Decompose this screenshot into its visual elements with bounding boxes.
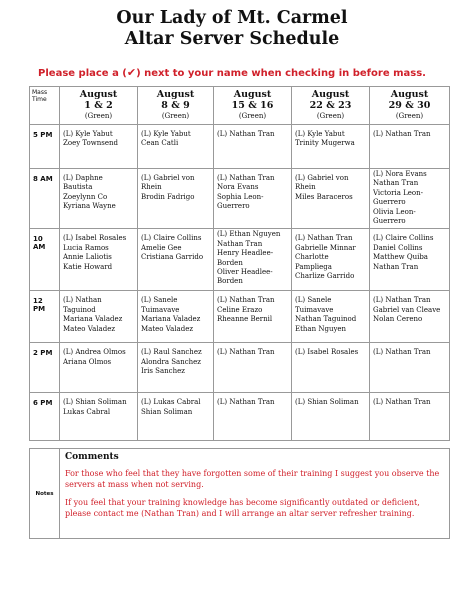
column-month: August — [233, 89, 272, 100]
server-name: (L) Gabriel von — [295, 174, 349, 182]
header-row — [30, 87, 450, 125]
server-name: Victoria Leon- — [373, 188, 423, 197]
server-name: (L) Ethan Nguyen — [217, 230, 281, 239]
server-name: Nathan Tran — [373, 179, 419, 188]
server-name: Charlize Garrido — [295, 272, 355, 281]
server-name: Katie Howard — [63, 262, 113, 271]
server-name: (L) Claire Collins — [373, 234, 434, 243]
mass-time: 8 AM — [30, 169, 60, 229]
server-cell — [214, 169, 292, 229]
server-name: Oliver Headlee- — [217, 268, 273, 277]
check-in-instruction — [0, 66, 464, 79]
comments-heading: Comments — [65, 452, 119, 462]
server-name: Mariana Valadez — [63, 315, 123, 324]
mass-time: 5 PM — [30, 125, 60, 169]
server-name: (L) Nathan Tran — [217, 174, 275, 182]
server-cell — [292, 343, 370, 393]
server-name: Nathan Tran — [217, 239, 263, 248]
server-name: Trinity Mugerwa — [295, 139, 355, 148]
server-name: (L) Shian Soliman — [295, 398, 359, 407]
server-name: (L) Claire Collins — [141, 234, 202, 243]
server-cell — [370, 291, 450, 343]
column-color: (Green) — [238, 112, 267, 120]
server-name: (L) Nathan — [63, 296, 102, 305]
mass-time-header: Mass Time — [30, 87, 60, 125]
date-column-header — [292, 87, 370, 125]
server-cell — [292, 125, 370, 169]
server-cell — [214, 343, 292, 393]
server-name: Guerrero — [373, 217, 406, 226]
server-name: Gabriel van Cleave — [373, 305, 441, 314]
server-cell — [370, 393, 450, 441]
page-subtitle-title: Altar Server Schedule — [124, 29, 340, 49]
mass-time: 10 AM — [30, 229, 60, 291]
server-name: Mateo Valadez — [141, 324, 194, 333]
server-name: Tuimavave — [141, 305, 180, 314]
schedule-table — [29, 86, 450, 441]
server-name: Borden — [217, 277, 243, 286]
comment-paragraph-2: If you feel that your training knowledge has become significantly outdated or deficient, please contact me (Nathan Tran) and I will arrange an altar server refresher training. — [65, 498, 420, 518]
page-title: Our Lady of Mt. Carmel — [116, 8, 348, 28]
server-name: Nathan Taguinod — [295, 315, 357, 324]
server-name: Ariana Olmos — [63, 357, 112, 366]
column-days: 29 & 30 — [388, 100, 431, 111]
column-days: 8 & 9 — [161, 100, 190, 111]
schedule-row — [30, 229, 450, 291]
server-name: Amelie Gee — [141, 243, 182, 252]
page-header — [0, 8, 464, 50]
server-name: Gabrielle Minnar — [295, 243, 356, 252]
date-column-header — [370, 87, 450, 125]
checkmark-icon: ✔ — [126, 66, 137, 79]
column-month: August — [390, 89, 429, 100]
server-name: Brodin Fadrigo — [141, 192, 195, 201]
server-name: Alondra Sanchez — [141, 357, 201, 366]
server-name: (L) Nathan Tran — [373, 398, 431, 407]
schedule-row — [30, 291, 450, 343]
column-days: 22 & 23 — [309, 100, 352, 111]
server-name: Taguinod — [63, 305, 96, 314]
mass-time: 12 PM — [30, 291, 60, 343]
server-cell — [370, 343, 450, 393]
server-name: (L) Nora Evans — [373, 170, 427, 178]
server-name: Miles Baraceros — [295, 192, 353, 201]
server-name: (L) Nathan Tran — [373, 296, 431, 305]
column-days: 1 & 2 — [84, 100, 113, 111]
server-cell — [138, 125, 214, 169]
server-cell — [370, 125, 450, 169]
server-cell — [214, 125, 292, 169]
server-cell — [60, 393, 138, 441]
server-name: Henry Headlee- — [217, 249, 274, 258]
column-color: (Green) — [395, 112, 424, 120]
server-name: Guerrero — [217, 202, 250, 211]
server-name: (L) Kyle Yabut — [63, 130, 113, 138]
server-name: Lukas Cabral — [63, 407, 111, 416]
server-cell — [292, 393, 370, 441]
server-cell — [138, 169, 214, 229]
column-month: August — [311, 89, 350, 100]
server-cell — [138, 343, 214, 393]
server-name: (L) Andrea Olmos — [63, 348, 126, 357]
server-cell — [370, 169, 450, 229]
notes-label: Notes — [30, 449, 60, 539]
server-name: Annie Laliotis — [63, 253, 112, 262]
comment-paragraph-1: For those who feel that they have forgotten some of their training I suggest you observe the servers at mass when not serving. — [65, 469, 440, 489]
server-name: (L) Nathan Tran — [217, 296, 275, 305]
server-cell — [370, 229, 450, 291]
schedule-body — [30, 125, 450, 441]
server-cell — [292, 169, 370, 229]
server-cell — [60, 125, 138, 169]
server-name: Lucia Ramos — [63, 243, 109, 252]
schedule-row — [30, 125, 450, 169]
server-name: Matthew Quiba — [373, 253, 428, 262]
mass-time: 6 PM — [30, 393, 60, 441]
server-name: (L) Sanele — [295, 296, 332, 305]
server-name: (L) Daphne — [63, 174, 103, 182]
server-name: (L) Nathan Tran — [217, 348, 275, 357]
server-name: Celine Erazo — [217, 305, 263, 314]
server-cell — [138, 229, 214, 291]
server-name: Zoey Townsend — [63, 139, 118, 148]
column-month: August — [156, 89, 195, 100]
schedule-row — [30, 393, 450, 441]
server-name: Rhein — [295, 183, 316, 192]
server-name: Rheanne Bernil — [217, 315, 273, 324]
server-name: Charlotte — [295, 253, 329, 262]
server-name: Nathan Tran — [373, 262, 419, 271]
notes-table — [29, 448, 450, 539]
instruction-after: ) next to your name when checking in before mass. — [136, 68, 426, 79]
server-name: Mateo Valadez — [63, 324, 116, 333]
server-name: (L) Kyle Yabut — [295, 130, 345, 138]
server-name: Pampliega — [295, 262, 332, 271]
mass-time: 2 PM — [30, 343, 60, 393]
server-name: Olivia Leon- — [373, 207, 416, 216]
server-name: Mariana Valadez — [141, 315, 201, 324]
server-cell — [60, 229, 138, 291]
server-cell — [138, 291, 214, 343]
server-cell — [214, 229, 292, 291]
server-cell — [60, 169, 138, 229]
server-name: Sophia Leon- — [217, 192, 264, 201]
instruction-before: Please place a ( — [38, 68, 127, 79]
server-name: Kyriana Wayne — [63, 202, 116, 211]
server-cell — [60, 343, 138, 393]
server-name: (L) Lukas Cabral — [141, 398, 201, 407]
server-name: Iris Sanchez — [141, 367, 185, 376]
server-name: (L) Gabriel von — [141, 174, 195, 182]
server-name: (L) Kyle Yabut — [141, 130, 191, 138]
server-name: Zoeylynn Co — [63, 192, 108, 201]
server-name: Bautista — [63, 183, 93, 192]
server-name: (L) Nathan Tran — [217, 130, 275, 138]
date-column-header — [214, 87, 292, 125]
date-column-header — [60, 87, 138, 125]
server-cell — [292, 229, 370, 291]
schedule-row — [30, 169, 450, 229]
server-cell — [60, 291, 138, 343]
server-name: Cean Catli — [141, 139, 179, 148]
server-name: (L) Sanele — [141, 296, 178, 305]
server-name: Shian Soliman — [141, 407, 193, 416]
server-cell — [214, 291, 292, 343]
column-color: (Green) — [161, 112, 190, 120]
server-name: Nolan Cereno — [373, 315, 423, 324]
server-cell — [214, 393, 292, 441]
server-name: Nora Evans — [217, 183, 259, 192]
server-name: (L) Nathan Tran — [373, 130, 431, 138]
server-name: (L) Shian Soliman — [63, 398, 127, 407]
column-color: (Green) — [316, 112, 345, 120]
server-name: Cristiana Garrido — [141, 253, 204, 262]
server-name: Tuimavave — [295, 305, 334, 314]
date-column-header — [138, 87, 214, 125]
server-name: Borden — [217, 258, 243, 267]
column-month: August — [79, 89, 118, 100]
server-name: (L) Isabel Rosales — [63, 234, 127, 243]
server-name: (L) Isabel Rosales — [295, 348, 359, 357]
server-name: (L) Nathan Tran — [373, 348, 431, 357]
server-name: Daniel Collins — [373, 243, 423, 252]
server-name: (L) Raul Sanchez — [141, 348, 202, 357]
server-name: Guerrero — [373, 198, 406, 207]
server-name: Ethan Nguyen — [295, 324, 347, 333]
schedule-row — [30, 343, 450, 393]
notes-body — [60, 449, 450, 539]
server-cell — [138, 393, 214, 441]
server-name: Rhein — [141, 183, 162, 192]
server-name: (L) Nathan Tran — [295, 234, 353, 243]
column-days: 15 & 16 — [231, 100, 274, 111]
server-name: (L) Nathan Tran — [217, 398, 275, 407]
server-cell — [292, 291, 370, 343]
column-color: (Green) — [84, 112, 113, 120]
